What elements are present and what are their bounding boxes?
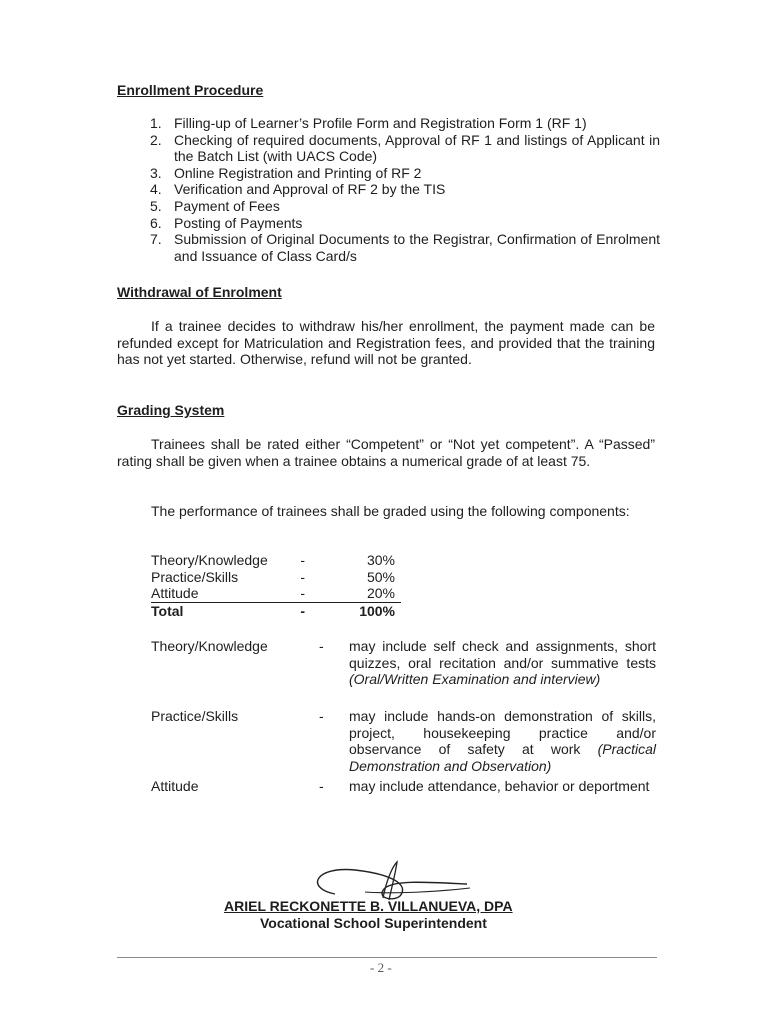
page-number: - 2 - xyxy=(370,960,392,975)
grading-heading: Grading System xyxy=(117,402,225,418)
grading-paragraph-1: Trainees shall be rated either “Competent” or “Not yet competent”. A “Passed” rating shall be given when a trainee obtains a numerical grade of at least 75. xyxy=(117,436,655,469)
enrollment-steps-list xyxy=(150,115,660,264)
table-row: Theory/Knowledge - 30% xyxy=(151,552,395,568)
grading-paragraph-2: The performance of trainees shall be graded using the following components: xyxy=(151,503,630,519)
list-item: 2. Checking of required documents, Approval of RF 1 and listings of Applicant in the Batch List (with UACS Code) xyxy=(150,131,660,165)
table-row: Practice/Skills - 50% xyxy=(151,568,395,585)
list-item: 6. Posting of Payments xyxy=(150,214,303,231)
list-item: 3. Online Registration and Printing of RF 2 xyxy=(150,164,422,181)
description-attitude: Attitude - may include attendance, behavior or deportment xyxy=(151,778,650,794)
list-item: 4. Verification and Approval of RF 2 by the TIS xyxy=(150,181,446,198)
table-total-row: Total - 100% xyxy=(151,602,395,619)
withdrawal-paragraph: If a trainee decides to withdraw his/her enrollment, the payment made can be refunded except for Matriculation and Registration fees, and provided that the training has not yet started. Otherwise, refund will not be granted. xyxy=(117,318,655,368)
signatory-name: ARIEL RECKONETTE B. VILLANUEVA, DPA xyxy=(224,898,513,914)
grading-components-table xyxy=(151,552,401,619)
table-row: Attitude - 20% xyxy=(151,585,401,602)
list-item: 7. Submission of Original Documents to the Registrar, Confirmation of Enrolment and Issuance of Class Card/s xyxy=(150,231,660,264)
enrollment-heading: Enrollment Procedure xyxy=(117,82,264,98)
description-theory: Theory/Knowledge - may include self check and assignments, short quizzes, oral recitation and/or summative tests (Oral/Written Examination and interview) xyxy=(151,638,656,688)
list-item: 5. Payment of Fees xyxy=(150,197,280,214)
description-practice: Practice/Skills - may include hands-on demonstration of skills, project, housekeeping practice and/or observance of safety at work (Practical Demonstration and Observation) xyxy=(151,708,656,774)
withdrawal-heading: Withdrawal of Enrolment xyxy=(117,284,282,300)
signatory-title: Vocational School Superintendent xyxy=(260,915,487,931)
footer-divider xyxy=(117,957,657,958)
list-item: 1. Filling-up of Learner’s Profile Form and Registration Form 1 (RF 1) xyxy=(150,115,587,131)
